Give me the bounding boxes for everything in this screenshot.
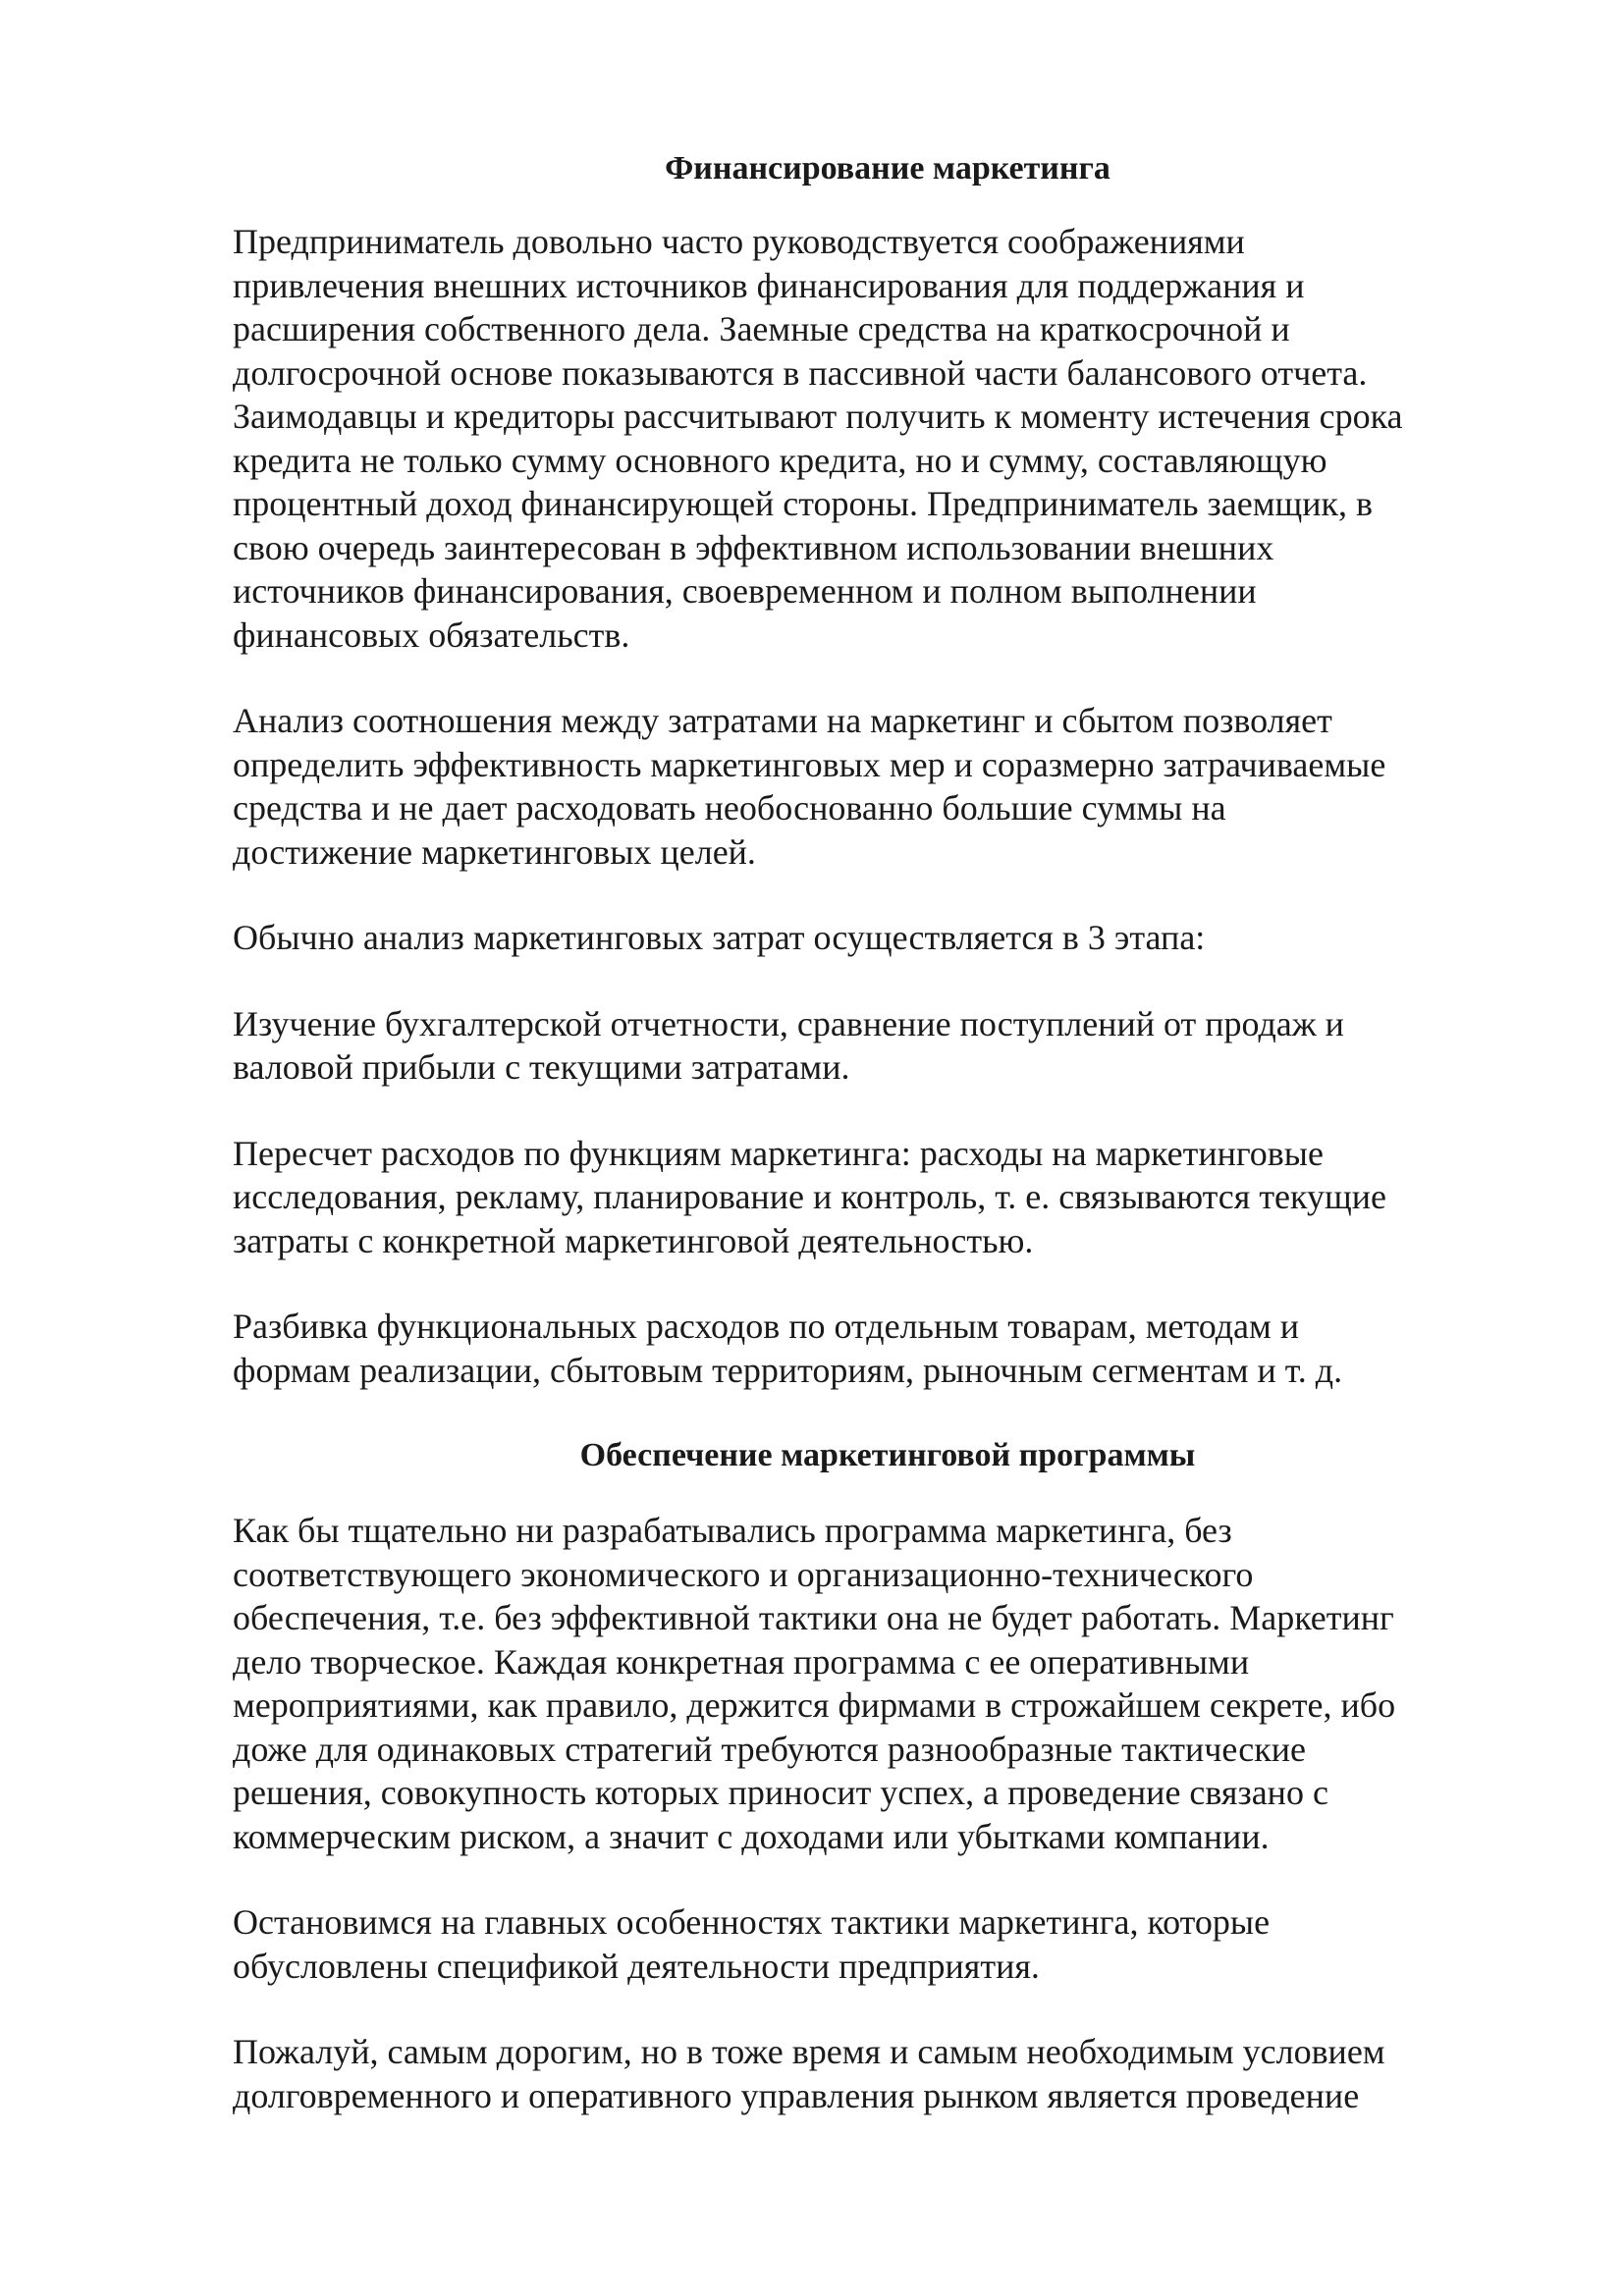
paragraph-stage-breakdown: Разбивка функциональных расходов по отдельным товарам, методам и формам реализации, сбытовым территориям, рыночным сегментам и т. д.: [233, 1307, 1343, 1390]
paragraph-market-management: Пожалуй, самым дорогим, но в тоже время и самым необходимым условием долговременного и оперативного управления рынком является проведение: [233, 2032, 1385, 2115]
section-heading-program-support: Обеспечение маркетинговой программы: [579, 1437, 1196, 1473]
section-heading-financing: Финансирование маркетинга: [665, 150, 1110, 187]
paragraph-program-tactics: Как бы тщательно ни разрабатывались программа маркетинга, без соответствующего экономического и организационно-технического обеспечения, т.е. без эффективной тактики она не будет работать. Маркетинг дело творческое. Каждая конкретная программа с ее оперативными мероприятиями, как правило, держится фирмами в строжайшем секрете, ибо доже для одинаковых стратегий требуются разнообразные тактические решения, совокупность которых приносит успех, а проведение связано с коммерческим риском, а значит с доходами или убытками компании.: [233, 1511, 1396, 1856]
paragraph-stage-functions: Пересчет расходов по функциям маркетинга: расходы на маркетинговые исследования, рекламу, планирование и контроль, т. е. связываются текущие затраты с конкретной маркетинговой деятельностью.: [233, 1133, 1386, 1260]
paragraph-cost-analysis: Анализ соотношения между затратами на маркетинг и сбытом позволяет определить эффективность маркетинговых мер и соразмерно затрачиваемые средства и не дает расходовать необоснованно большие суммы на достижение маркетинговых целей.: [233, 701, 1386, 872]
paragraph-three-stages: Обычно анализ маркетинговых затрат осуществляется в 3 этапа:: [233, 918, 1206, 957]
paragraph-stage-accounting: Изучение бухгалтерской отчетности, сравнение поступлений от продаж и валовой прибыли с текущими затратами.: [233, 1003, 1344, 1087]
document-body: [233, 147, 1519, 2160]
paragraph-external-financing: Предприниматель довольно часто руководствуется соображениями привлечения внешних источников финансирования для поддержания и расширения собственного дела. Заемные средства на краткосрочной и долгосрочной основе показываются в пассивной части балансового отчета. Заимодавцы и кредиторы рассчитывают получить к моменту истечения срока кредита не только сумму основного кредита, но и сумму, составляющую процентный доход финансирующей стороны. Предприниматель заемщик, в свою очередь заинтересован в эффективном использовании внешних источников финансирования, своевременном и полном выполнении финансовых обязательств.: [233, 222, 1403, 655]
paragraph-tactics-features: Остановимся на главных особенностях тактики маркетинга, которые обусловлены спецификой деятельности предприятия.: [233, 1902, 1271, 1986]
